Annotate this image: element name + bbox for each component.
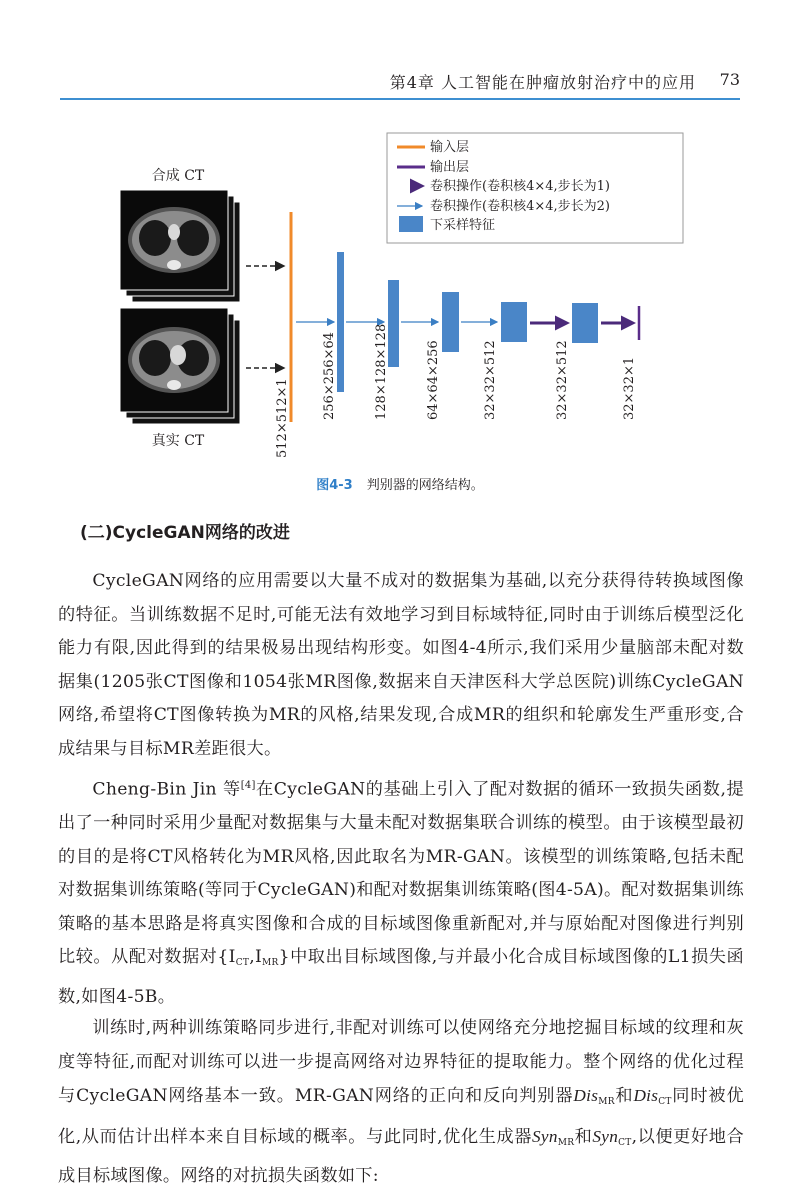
legend-conv2-label: 卷积操作(卷积核4×4,步长为2): [430, 199, 610, 214]
discriminator-figure: [0, 120, 800, 480]
chapter-title: 第4章 人工智能在肿瘤放射治疗中的应用: [389, 73, 696, 92]
feature-block-4: [501, 302, 527, 342]
network-diagram: [0, 120, 800, 480]
legend-feature-label: 下采样特征: [430, 218, 496, 233]
p2-author: Cheng-Bin Jin 等: [92, 779, 241, 800]
layer-label-1: 512×512×1: [275, 378, 290, 458]
synthetic-ct-image-stack: [120, 190, 240, 302]
paragraph-2: Cheng-Bin Jin 等[4]在CycleGAN的基础上引入了配对数据的循环一致损失函数,提出了一种同时采用少量配对数据集与大量未配对数据集联合训练的模型。由于该模型最初的目的是将CT风格转化为MR风格,因此取名为MR-GAN。该模型的训练策略,包括未配对数据集训练策略(等同于CycleGAN)和配对数据集训练策略(图4-5A)。配对数据集训练策略的基本思路是将真实图像和合成的目标域图像重新配对,并与原始配对图像进行判别比较。从配对数据对$\{I_{CT},I_{MR}\}$中取出目标域图像,与并最小化合成目标域图像的L1损失函数,如图4-5B。: [58, 779, 744, 1007]
page-number: 73: [719, 70, 740, 89]
figure-caption: [0, 474, 800, 493]
paragraph-3: 训练时,两种训练策略同步进行,非配对训练可以使网络充分地挖掘目标域的纹理和灰度等特征,而配对训练可以进一步提高网络对边界特征的提取能力。整个网络的优化过程与CycleGAN网络基本一致。MR-GAN网络的正向和反向判别器Dis$_{MR}$和Dis$_{CT}$同时被优化,从而估计出样本来自目标域的概率。与此同时,优化生成器Syn$_{MR}$和Syn$_{CT}$,以便更好地合成目标域图像。网络的对抗损失函数如下:: [58, 1018, 744, 1187]
legend-feature-swatch: [399, 216, 423, 232]
feature-block-5: [572, 303, 598, 343]
feature-block-1: [337, 252, 344, 392]
layer-label-4: 64×64×256: [426, 340, 441, 420]
synthetic-ct-label: 合成 CT: [151, 168, 205, 184]
syn-ct: Syn: [592, 1126, 619, 1146]
running-header: [60, 66, 740, 96]
legend-output-label: 输出层: [430, 160, 470, 175]
paragraph-1: CycleGAN网络的应用需要以大量不成对的数据集为基础,以充分获得待转换域图像的特征。当训练数据不足时,可能无法有效地学习到目标域特征,同时由于训练后模型泛化能力有限,因此得到的结果极易出现结构形变。如图4-4所示,我们采用少量脑部未配对数据集(1205张CT图像和1054张MR图像,数据来自天津医科大学总医院)训练CycleGAN网络,希望将CT图像转换为MR的风格,结果发现,合成MR的组织和轮廓发生严重形变,合成结果与目标MR差距很大。: [58, 571, 744, 759]
layer-label-3: 128×128×128: [374, 323, 389, 420]
header-rule: [60, 98, 740, 100]
dis-ct: Dis: [633, 1086, 659, 1106]
section-heading: (二)CycleGAN网络的改进: [80, 523, 290, 543]
syn-mr: Syn: [532, 1126, 558, 1146]
layer-label-7: 32×32×1: [622, 356, 637, 420]
legend: [387, 133, 683, 243]
layer-label-5: 32×32×512: [483, 340, 498, 420]
real-ct-label: 真实 CT: [151, 433, 205, 449]
real-ct-image-stack: [120, 308, 240, 424]
figure-caption-text: 判别器的网络结构。: [366, 478, 484, 493]
dis-mr: Dis: [573, 1086, 599, 1106]
feature-block-2: [388, 280, 399, 367]
feature-block-3: [442, 292, 459, 352]
layer-label-6: 32×32×512: [555, 340, 570, 420]
legend-input-label: 输入层: [430, 140, 470, 155]
figure-number: 图4-3: [316, 478, 353, 493]
reference-4: [4]: [240, 780, 256, 792]
layer-label-2: 256×256×64: [322, 332, 337, 420]
legend-conv1-label: 卷积操作(卷积核4×4,步长为1): [430, 179, 610, 194]
